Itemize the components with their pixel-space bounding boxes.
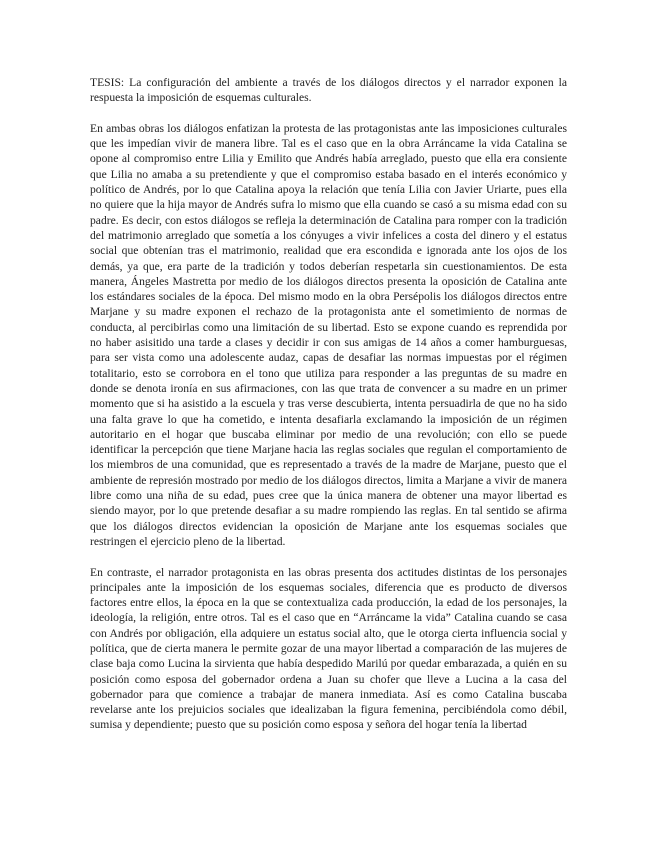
body-paragraph-1: En ambas obras los diálogos enfatizan la protesta de las protagonistas ante las imposiciones culturales que les impedían vivir de manera libre. Tal es el caso que en la obra Arráncame la vida Catalina se opone al compromiso entre Lilia y Emilito que Andrés había arreglado, puesto que ella era consiente que Lilia no amaba a su pretendiente y que el compromiso estaba basado en el interés económico y político de Andrés, por lo que Catalina apoya la relación que tenía Lilia con Javier Uriarte, pues ella no quiere que la hija mayor de Andrés sufra lo mismo que ella cuando se casó a su misma edad con su padre. Es decir, con estos diálogos se refleja la determinación de Catalina para romper con la tradición del matrimonio arreglado que sometía a los cónyuges a vivir infelices a costa del dinero y el estatus social que obtenían tras el matrimonio, realidad que era escondida e ignorada ante los ojos de los demás, ya que, era parte de la tradición y todos deberían respetarla sin cuestionamientos. De esta manera, Ángeles Mastretta por medio de los diálogos directos presenta la oposición de Catalina ante los estándares sociales de la época. Del mismo modo en la obra Persépolis los diálogos directos entre Marjane y su madre exponen el rechazo de la protagonista ante el sometimiento de normas de conducta, al percibirlas como una limitación de su libertad. Esto se expone cuando es reprendida por no haber asisitido una tarde a clases y decidir ir con sus amigas de 14 años a comer hamburguesas, para ser vista como una adolescente audaz, capas de desafiar las normas impuestas por el régimen totalitario, esto se corrobora en el tono que utiliza para responder a las preguntas de su madre en donde se denota ironía en sus afirmaciones, con las que trata de convencer a su madre en un primer momento que si ha asistido a la escuela y tras verse descubierta, intenta persuadirla de que no ha sido una falta grave lo que ha cometido, e intenta desafiarla exclamando la imposición de un régimen autoritario en el hogar que buscaba eliminar por medio de una revolución; con ello se puede identificar la percepción que tiene Marjane hacia las reglas sociales que regulan el comportamiento de los miembros de una comunidad, que es representado a través de la madre de Marjane, puesto que el ambiente de represión mostrado por medio de los diálogos directos, limita a Marjane a vivir de manera libre como una niña de su edad, pues cree que la única manera de obtener una mayor libertad es siendo mayor, por lo que pretende desafiar a su madre rompiendo las reglas. En tal sentido se afirma que los diálogos directos evidencian la oposición de Marjane ante los esquemas sociales que restringen el ejercicio pleno de la libertad. (90, 121, 567, 548)
thesis-statement: TESIS: La configuración del ambiente a través de los diálogos directos y el narrador exponen la respuesta la imposición de esquemas culturales. (90, 76, 567, 105)
body-paragraph-2: En contraste, el narrador protagonista en las obras presenta dos actitudes distintas de los personajes principales ante la imposición de los esquemas sociales, diferencia que es producto de diversos factores entre ellos, la época en la que se contextualiza cada producción, la edad de los personajes, la ideología, la religión, entre otros. Tal es el caso que en “Arráncame la vida” Catalina cuando se casa con Andrés por obligación, ella adquiere un estatus social alto, que le otorga cierta influencia social y política, que de cierta manera le permite gozar de una mayor libertad a comparación de las mujeres de clase baja como Lucina la sirvienta que había despedido Marilú por quedar embarazada, a quién en su posición como esposa del gobernador ordena a Juan su chofer que lleve a Lucina a la casa del gobernador para que comience a trabajar de manera inmediata. Así es como Catalina buscaba revelarse ante los prejuicios sociales que idealizaban la figura femenina, percibiéndola como débil, sumisa y dependiente; puesto que su posición como esposa y señora del hogar tenía la libertad (90, 565, 567, 732)
